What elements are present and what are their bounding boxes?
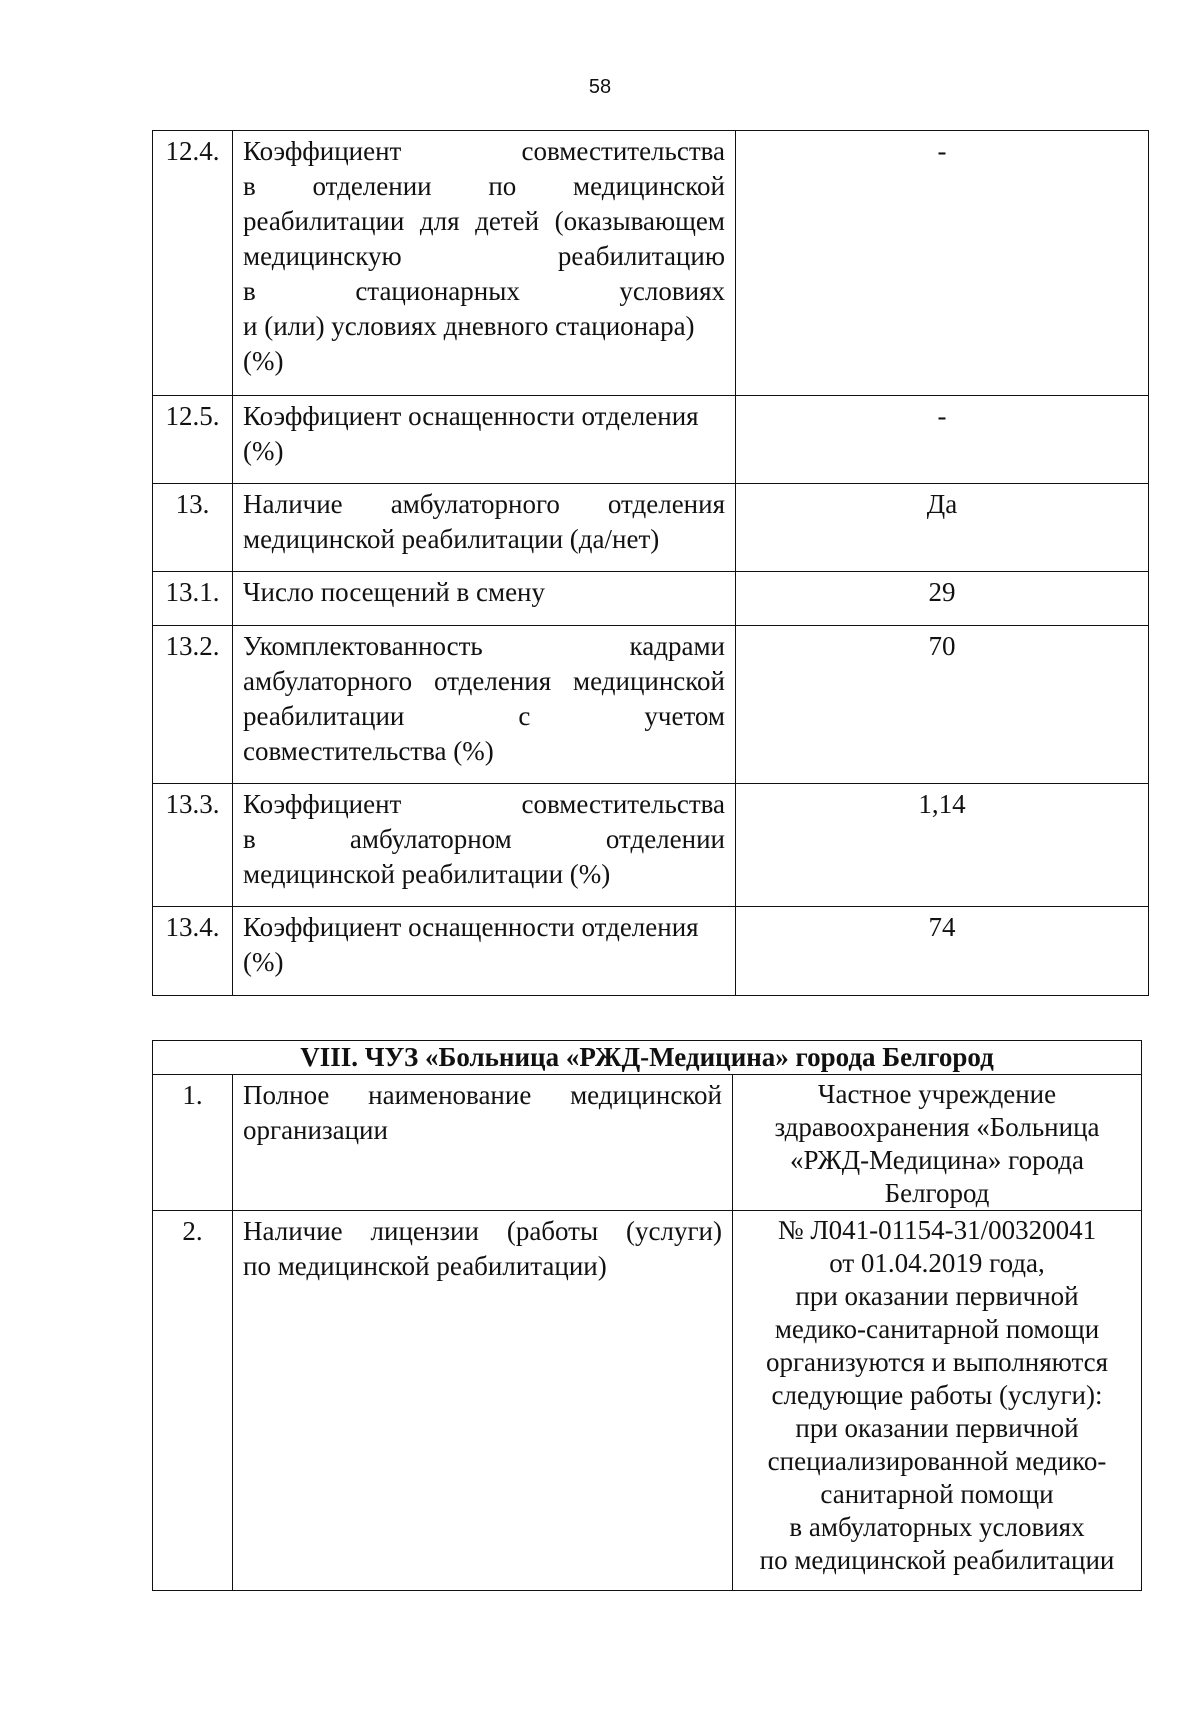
table-row xyxy=(153,484,1149,572)
table-row xyxy=(153,396,1149,484)
row-number: 13.3. xyxy=(153,784,233,907)
row-value: - xyxy=(736,396,1149,484)
table-row xyxy=(153,784,1149,907)
row-description: Полное наименование медицинской организации xyxy=(233,1075,733,1211)
row-value: 70 xyxy=(736,626,1149,784)
row-value: Да xyxy=(736,484,1149,572)
table-row xyxy=(153,1041,1142,1075)
table-row xyxy=(153,1211,1142,1591)
row-number: 13.2. xyxy=(153,626,233,784)
table-row xyxy=(153,572,1149,626)
section-title: VIII. ЧУЗ «Больница «РЖД-Медицина» города Белгород xyxy=(153,1041,1142,1075)
row-value: - xyxy=(736,131,1149,396)
row-description: Коэффициент оснащенности отделения (%) xyxy=(233,396,736,484)
row-value: 29 xyxy=(736,572,1149,626)
table-row xyxy=(153,131,1149,396)
rehabilitation-indicators-table xyxy=(152,130,1149,996)
table-row xyxy=(153,1075,1142,1211)
row-number: 12.5. xyxy=(153,396,233,484)
row-description: Укомплектованность кадрами амбулаторного отделения медицинской реабилитации с учетом совместительства (%) xyxy=(233,626,736,784)
row-value: Частное учреждение здравоохранения «Больница «РЖД-Медицина» города Белгород xyxy=(733,1075,1142,1211)
row-description: Коэффициент совместительства в отделении по медицинской реабилитации для детей (оказывающем медицинскую реабилитацию в стационарных условиях и (или) условиях дневного стационара) (%) xyxy=(233,131,736,396)
row-number: 13.4. xyxy=(153,907,233,996)
row-value: 1,14 xyxy=(736,784,1149,907)
row-value: № Л041-01154-31/00320041 от 01.04.2019 года, при оказании первичной медико-санитарной помощи организуются и выполняются следующие работы (услуги): при оказании первичной специализированной медико- санитарной помощи в амбулаторных условиях по медицинской реабилитации xyxy=(733,1211,1142,1591)
row-description: Коэффициент оснащенности отделения (%) xyxy=(233,907,736,996)
row-description: Наличие амбулаторного отделения медицинской реабилитации (да/нет) xyxy=(233,484,736,572)
row-number: 13. xyxy=(153,484,233,572)
row-description: Коэффициент совместительства в амбулаторном отделении медицинской реабилитации (%) xyxy=(233,784,736,907)
organization-info-table xyxy=(152,1040,1142,1591)
row-value: 74 xyxy=(736,907,1149,996)
row-number: 1. xyxy=(153,1075,233,1211)
row-number: 13.1. xyxy=(153,572,233,626)
row-number: 2. xyxy=(153,1211,233,1591)
table-row xyxy=(153,907,1149,996)
table-row xyxy=(153,626,1149,784)
row-description: Число посещений в смену xyxy=(233,572,736,626)
row-description: Наличие лицензии (работы (услуги) по медицинской реабилитации) xyxy=(233,1211,733,1591)
row-number: 12.4. xyxy=(153,131,233,396)
page-number: 58 xyxy=(588,76,612,98)
